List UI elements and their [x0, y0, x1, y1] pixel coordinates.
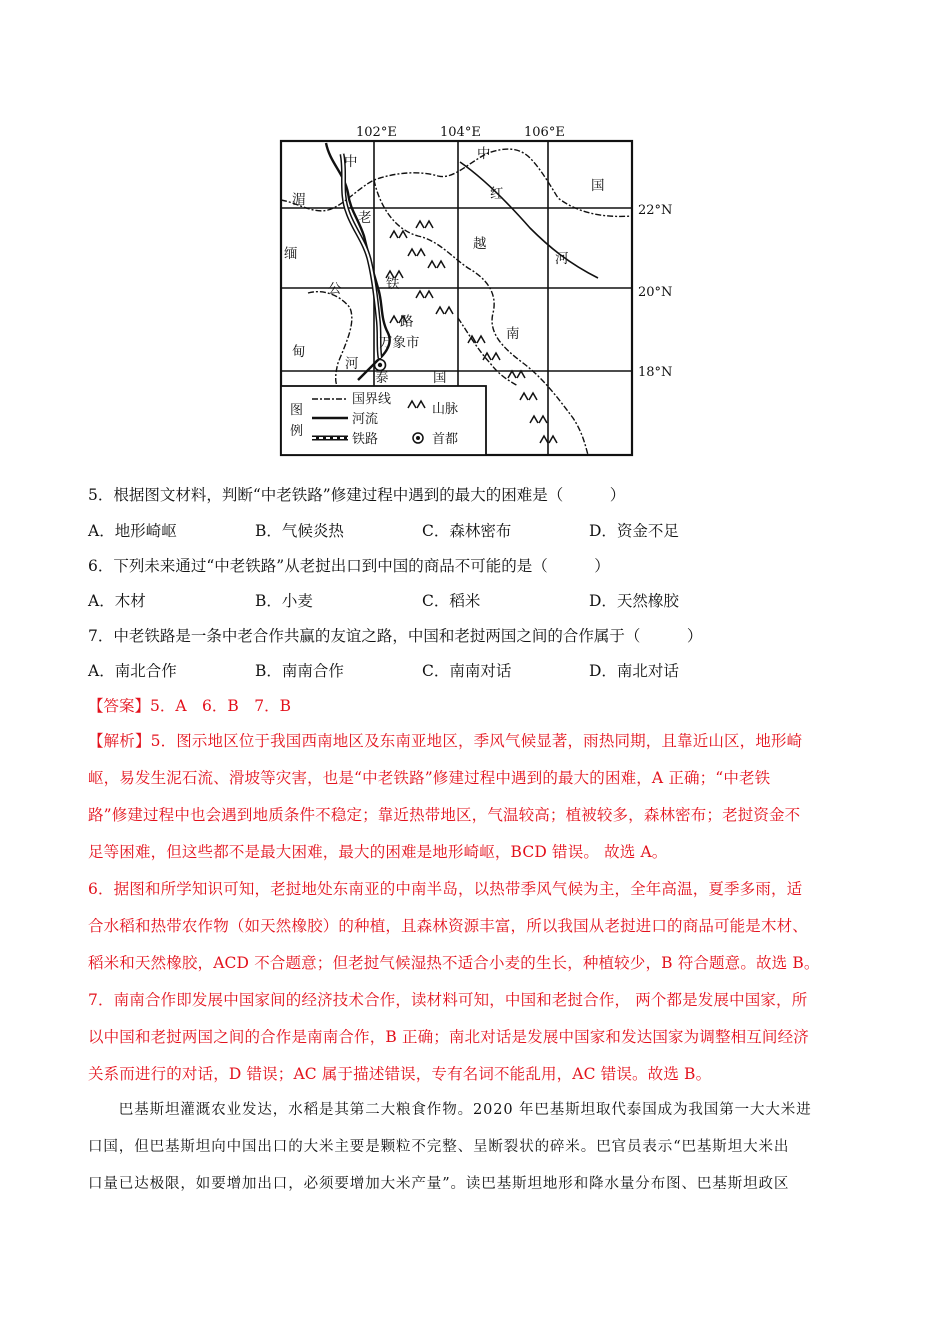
question-6-option-d: D．天然橡胶 — [589, 592, 679, 610]
reading-passage — [88, 1092, 863, 1203]
analysis-q7-line: 以中国和老挝两国之间的合作是南南合作，B 正确；南北对话是发展中国家和发达国家为调整相互间经济 — [88, 1028, 809, 1046]
label-guo2: 国 — [433, 370, 447, 386]
label-gong: 公 — [328, 281, 342, 297]
question-5-option-b: B．气候炎热 — [255, 522, 344, 540]
legend-border-label: 国界线 — [352, 392, 392, 407]
label-hong: 红 — [490, 186, 504, 202]
question-6-option-a: A．木材 — [88, 592, 146, 610]
analysis-q5-line: 足等困难，但这些都不是最大困难，最大的困难是地形崎岖，BCD 错误。 故选 A。 — [88, 843, 668, 861]
legend-title-2: 例 — [290, 424, 304, 439]
analysis-q5-line: 岖，易发生泥石流、滑坡等灾害，也是“中老铁路”修建过程中遇到的最大的困难，A 正确；“中老铁 — [88, 769, 771, 787]
analysis-q6-line: 6．据图和所学知识可知，老挝地处东南亚的中南半岛，以热带季风气候为主，全年高温，夏季多雨，适 — [88, 880, 803, 898]
analysis-q7-line: 关系而进行的对话，D 错误；AC 属于描述错误，专有名词不能乱用，AC 错误。故选 B。 — [88, 1065, 712, 1083]
analysis-q6-line: 合水稻和热带农作物（如天然橡胶）的种植，且森林资源丰富，所以我国从老挝进口的商品可能是木材、 — [88, 917, 808, 935]
question-5-option-a: A．地形崎岖 — [88, 522, 177, 540]
analysis-q5-line: 路”修建过程中也会遇到地质条件不稳定；靠近热带地区，气温较高；植被较多，森林密布；老挝资金不 — [88, 806, 801, 824]
passage-line: 口量已达极限，如要增加出口，必须要增加大米产量”。读巴基斯坦地形和降水量分布图、巴基斯坦政区 — [88, 1176, 790, 1192]
passage-line: 巴基斯坦灌溉农业发达，水稻是其第二大粮食作物。2020 年巴基斯坦取代泰国成为我国第一大大米进 — [88, 1102, 812, 1118]
label-zhong-left: 中 — [344, 154, 358, 170]
question-7-option-a: A．南北合作 — [88, 662, 177, 680]
question-5-stem: 5．根据图文材料，判断“中老铁路”修建过程中遇到的最大的困难是（ ） — [88, 486, 626, 504]
lat-label-20: 20°N — [638, 285, 673, 300]
question-7-option-b: B．南南合作 — [255, 662, 344, 680]
label-he-left: 河 — [345, 356, 359, 372]
label-wanxiang: 万象市 — [379, 335, 420, 351]
label-tai: 泰 — [375, 370, 389, 386]
question-7-option-c: C．南南对话 — [422, 662, 512, 680]
question-5-option-c: C．森林密布 — [422, 522, 512, 540]
analysis-q7 — [88, 982, 863, 1093]
legend-capital-label: 首都 — [432, 432, 459, 447]
question-6-stem: 6．下列未来通过“中老铁路”从老挝出口到中国的商品不可能的是（ ） — [88, 557, 610, 575]
red-river — [460, 162, 598, 278]
question-7-stem: 7．中老铁路是一条中老合作共赢的友谊之路，中国和老挝两国之间的合作属于（ ） — [88, 627, 703, 645]
analysis-q5 — [88, 723, 863, 871]
laos-map — [268, 118, 688, 463]
analysis-q7-line: 7．南南合作即发展中国家间的经济技术合作，读材料可知，中国和老挝合作， 两个都是发展中国家，所 — [88, 991, 808, 1009]
legend-railway-label: 铁路 — [352, 432, 379, 447]
lon-label-104: 104°E — [440, 125, 481, 140]
label-dian: 甸 — [292, 344, 306, 360]
lon-label-106: 106°E — [524, 125, 565, 140]
label-guo: 国 — [591, 178, 605, 194]
label-lao: 老 — [358, 210, 372, 226]
lon-label-102: 102°E — [356, 125, 397, 140]
analysis-q6 — [88, 871, 863, 982]
answer-line: 【答案】5．A 6．B 7．B — [88, 697, 292, 715]
label-nan: 南 — [506, 326, 520, 342]
label-mian: 缅 — [284, 246, 298, 262]
analysis-q5-line: 【解析】5．图示地区位于我国西南地区及东南亚地区，季风气候显著，雨热同期，且靠近山区，地形崎 — [88, 732, 803, 750]
lat-label-18: 18°N — [638, 365, 673, 380]
laos-map-figure — [268, 118, 688, 463]
analysis-q6-line: 稻米和天然橡胶，ACD 不合题意；但老挝气候湿热不适合小麦的生长，种植较少，B 符合题意。故选 B。 — [88, 954, 820, 972]
legend-river-label: 河流 — [352, 412, 379, 427]
label-he-right: 河 — [555, 251, 569, 267]
label-mei: 湄 — [292, 192, 306, 208]
question-6-option-c: C．稻米 — [422, 592, 481, 610]
label-lu: 路 — [400, 314, 414, 330]
lat-label-22: 22°N — [638, 203, 673, 218]
passage-line: 口国，但巴基斯坦向中国出口的大米主要是颗粒不完整、呈断裂状的碎米。巴官员表示“巴基斯坦大米出 — [88, 1139, 790, 1155]
label-tie: 铁 — [386, 276, 400, 292]
legend-title-1: 图 — [290, 403, 304, 418]
question-5-option-d: D．资金不足 — [589, 522, 679, 540]
question-6-option-b: B．小麦 — [255, 592, 313, 610]
label-zhong-top: 中 — [477, 146, 491, 162]
legend-mountain-label: 山脉 — [432, 402, 459, 417]
label-yue: 越 — [473, 236, 487, 252]
question-7-option-d: D．南北对话 — [589, 662, 679, 680]
